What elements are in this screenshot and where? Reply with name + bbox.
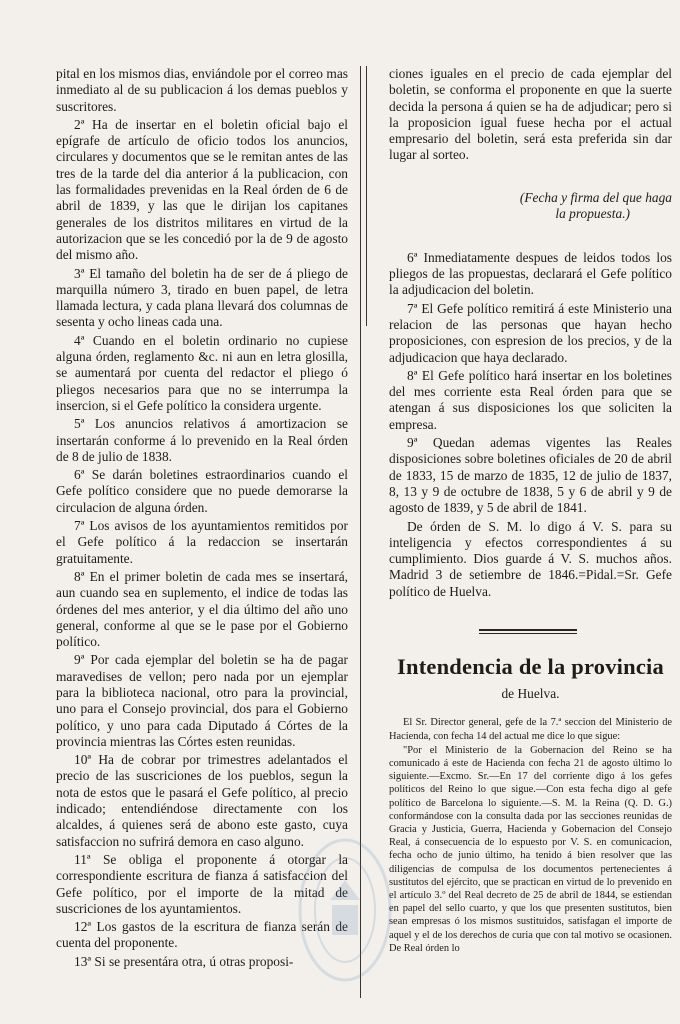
paragraph: 7ª El Gefe político remitirá á este Ministerio una relacion de las personas que hayan hecho proposiciones, con espresion de los precios, y de la adjudicacion que haya declarado. [389, 300, 672, 365]
paragraph: 7ª Los avisos de los ayuntamientos remitidos por el Gefe político á la redaccion se insertarán gratuitamente. [56, 518, 348, 566]
paragraph: 9ª Por cada ejemplar del boletin se ha de pagar maravedises de vellon; pero nada por un ejemplar para la biblioteca nacional, otro para la provincial, uno para el Consejo provincial, dos para el Gobierno político, y uno para cada Diputado á Córtes de la provincia mientras las Córtes esten reunidas. [56, 652, 348, 749]
paragraph: 10ª Ha de cobrar por trimestres adelantados el precio de las suscriciones de los pueblos, segun la nota de estos que le pasará el Gefe político, al precio indicado; entendiéndose directamente con los alcaldes, á quienes será de abono este gasto, cuya satisfaccion no sufrirá demora en caso alguno. [56, 752, 348, 849]
paragraph: "Por el Ministerio de la Gobernacion del Reino se ha comunicado á este de Hacienda con fecha 21 de agosto último lo siguiente.—Excmo. Sr.—En 17 del corriente digo á los gefes políticos del Reino lo que sigue.—Con esta fecha digo al gefe político de Barcelona lo siguiente.—S. M. la Reina (Q. D. G.) conformándose con la consulta dada por las secciones reunidas de Gracia y Justicia, Guerra, Hacienda y Gobernacion del Consejo Real, á consecuencia de lo espuesto por V. S. en comunicacion, fecha ocho de junio último, ha tenido á bien resolver que las diligencias de compulsa de los documentos pertenecientes á sustitutos del ejército, que se practican en virtud de lo prevenido en el artículo 3.º del Real decreto de 25 de abril de 1844, se estiendan en papel del sello cuarto, y que los que presenten sustitutos, bien sean empresas ó los mismos sustituidos, satisfagan el importe de aquel y el de los derechos de curia que con tal motivo se ocasionen. De Real órden lo [389, 744, 672, 954]
paragraph: El Sr. Director general, gefe de la 7.ª seccion del Ministerio de Hacienda, con fecha 14 del actual me dice lo que sigue: [389, 717, 672, 742]
paragraph: 11ª Se obliga el proponente á otorgar la correspondiente escritura de fianza á satisfaccion del Gefe político, por el importe de la mitad de suscriciones de los ayuntamientos. [56, 851, 348, 916]
paragraph: 8ª En el primer boletin de cada mes se insertará, aun cuando sea en suplemento, el indice de todas las órdenes del mes anterior, y el dia último del año uno general, conforme al que se le pase por el Gobierno político. [56, 568, 348, 650]
signature-line: la propuesta.) [555, 205, 630, 221]
paragraph: 4ª Cuando en el boletin ordinario no cupiese alguna órden, reglamento &c. ni aun en letra glosilla, se aumentará por cuenta del redactor el pliego ó pliegos necesarios para que no se interrumpa la insercion, si el Gefe político la considera urgente. [56, 332, 348, 413]
paragraph: 5ª Los anuncios relativos á amortizacion se insertarán conforme á lo prevenido en la Real órden de 8 de julio de 1838. [56, 416, 348, 464]
section-separator [389, 626, 672, 636]
column-divider-secondary [366, 66, 367, 326]
small-print-block [389, 716, 672, 955]
paragraph: De órden de S. M. lo digo á V. S. para su inteligencia y efectos correspondientes á su cumplimiento. Dios guarde á V. S. muchos años. Madrid 3 de setiembre de 1846.=Pidal.=Sr. Gefe político de Huelva. [389, 518, 672, 599]
paragraph: pital en los mismos dias, enviándole por el correo mas inmediato al de su publicacion á los demas pueblos y suscritores. [56, 66, 348, 114]
signature-line: (Fecha y firma del que haga [519, 189, 672, 205]
signature-note [389, 190, 672, 222]
library-stamp-icon [290, 830, 400, 990]
paragraph: 9ª Quedan ademas vigentes las Reales disposiciones sobre boletines oficiales de 20 de abril de 1833, 15 de marzo de 1835, 12 de julio de 1837, 8, 13 y 9 de octubre de 1838, 5 y 6 de abril y 9 de agosto de 1839, y 5 de abril de 1841. [389, 435, 672, 516]
paragraph: 13ª Si se presentára otra, ú otras proposi- [74, 953, 294, 969]
paragraph: 3ª El tamaño del boletin ha de ser de á pliego de marquilla número 3, tirado en buen papel, de letra llamada lectura, y cada plana llevará dos columnas de sesenta y ocho lineas cada una. [56, 265, 348, 330]
paragraph: 6ª Inmediatamente despues de leidos todos los pliegos de las propuestas, declarará el Gefe político la adjudicacion del boletin. [389, 249, 672, 298]
paragraph: 8ª El Gefe político hará insertar en los boletines del mes corriente esta Real órden para que se atengan á sus disposiciones los que soliciten la empresa. [389, 367, 672, 432]
section-title: Intendencia de la provincia [397, 654, 664, 680]
paragraph: 12ª Los gastos de la escritura de fianza serán de cuenta del proponente. [56, 919, 348, 951]
paragraph: 6ª Se darán boletines estraordinarios cuando el Gefe político considere que no puede demorarse la circulacion de alguna órden. [56, 467, 348, 515]
paragraph: 2ª Ha de insertar en el boletin oficial bajo el epígrafe de artículo de oficio todos los anuncios, circulares y documentos que se le remitan antes de las tres de la tarde del dia anterior á la publicacion, con las formalidades prevenidas en la Real órden de 6 de abril de 1839, y las que le dirijan los capitanes generales de los distritos militares en virtud de la autorizacion que se les concedió por la de 9 de agosto del mismo año. [56, 116, 348, 263]
paragraph: ciones iguales en el precio de cada ejemplar del boletin, se conforma el proponente en que la suerte decida la persona á quien se ha de adjudicar; pero si la proposicion igual fuese hecha por el actual empresario del boletin, será esta preferida sin dar lugar al sorteo. [389, 66, 672, 163]
right-column [389, 66, 672, 956]
section-subtitle: de Huelva. [501, 686, 560, 702]
